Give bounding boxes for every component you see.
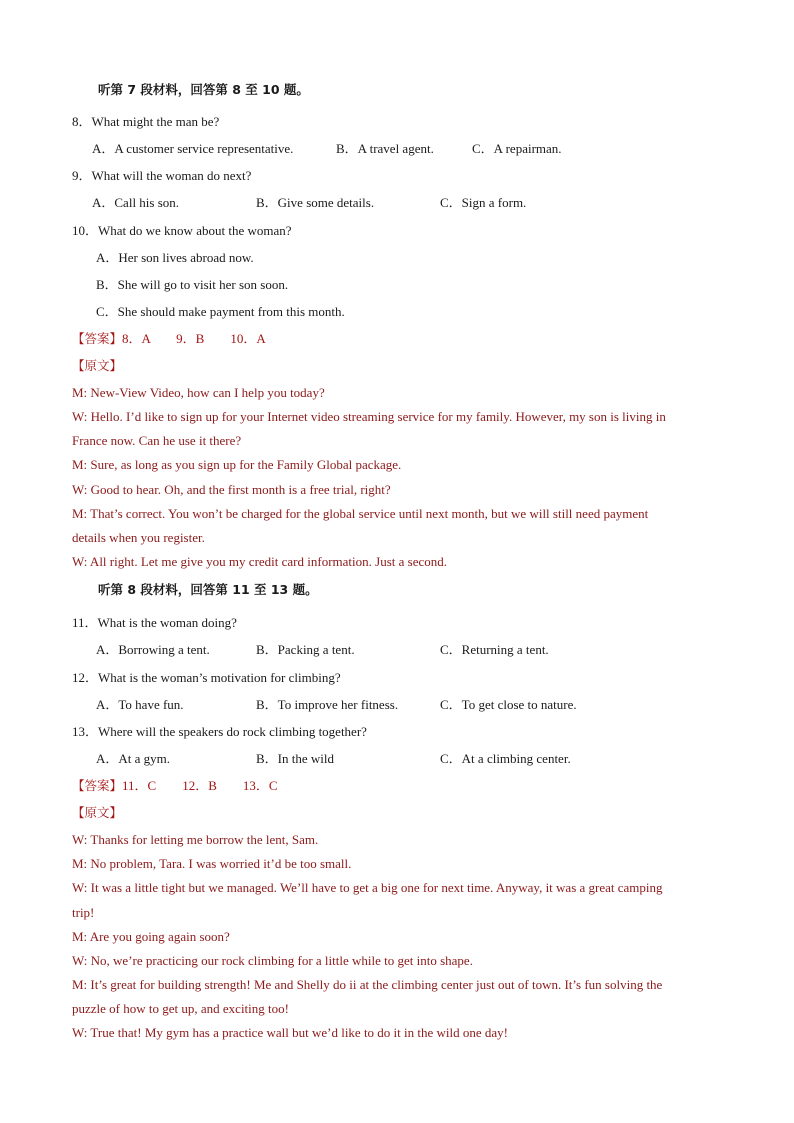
section8-transcript-tag: 【原文】 [72, 805, 123, 820]
answer-text: 8．A 9．B 10．A [122, 331, 266, 346]
q11-option-c: C．Returning a tent. [440, 642, 549, 657]
q9-option-c: C．Sign a form. [440, 195, 527, 210]
q12-option-a: A．To have fun. [96, 697, 184, 712]
transcript-line: M: Are you going again soon? [72, 929, 230, 944]
q11-option-a: A．Borrowing a tent. [96, 642, 210, 657]
transcript-line: W: All right. Let me give you my credit card information. Just a second. [72, 554, 447, 569]
transcript-line: W: It was a little tight but we managed. We’ll have to get a big one for next time. Anyway, it was a great camping [72, 880, 663, 895]
q13-option-c: C．At a climbing center. [440, 751, 571, 766]
q10-stem: 10．What do we know about the woman? [72, 223, 292, 238]
q12-stem: 12．What is the woman’s motivation for climbing? [72, 670, 341, 685]
transcript-line: M: No problem, Tara. I was worried it’d be too small. [72, 856, 352, 871]
section7-answer [72, 331, 266, 347]
q12-option-b: B．To improve her fitness. [256, 697, 399, 712]
q11-option-b: B．Packing a tent. [256, 642, 355, 657]
q10-option-b: B．She will go to visit her son soon. [96, 277, 289, 292]
q13-stem: 13．Where will the speakers do rock climbing together? [72, 724, 367, 739]
q8-option-b: B．A travel agent. [336, 141, 434, 156]
section8-heading: 听第 8 段材料，回答第 11 至 13 题。 [98, 582, 318, 597]
q8-option-a: A．A customer service representative. [92, 141, 294, 156]
q9-option-b: B．Give some details. [256, 195, 375, 210]
answer-text: 11．C 12．B 13．C [122, 778, 278, 793]
transcript-line: W: True that! My gym has a practice wall but we’d like to do it in the wild one day! [72, 1025, 509, 1040]
transcript-line: W: Good to hear. Oh, and the first month is a free trial, right? [72, 482, 391, 497]
section7-heading: 听第 7 段材料，回答第 8 至 10 题。 [98, 82, 309, 97]
section8-answer [72, 778, 278, 794]
transcript-line: puzzle of how to get up, and exciting too! [72, 1001, 289, 1016]
q9-option-a: A．Call his son. [92, 195, 180, 210]
transcript-line: trip! [72, 905, 95, 920]
q8-option-c: C．A repairman. [472, 141, 562, 156]
q10-option-a: A．Her son lives abroad now. [96, 250, 254, 265]
transcript-line: M: New-View Video, how can I help you today? [72, 385, 325, 400]
transcript-line: M: That’s correct. You won’t be charged for the global service until next month, but we will still need payment [72, 506, 649, 521]
transcript-line: W: Thanks for letting me borrow the lent, Sam. [72, 832, 319, 847]
section7-transcript-tag: 【原文】 [72, 358, 123, 373]
transcript-line: M: Sure, as long as you sign up for the Family Global package. [72, 457, 402, 472]
transcript-line: details when you register. [72, 530, 205, 545]
q10-option-c: C．She should make payment from this month. [96, 304, 345, 319]
transcript-line: W: No, we’re practicing our rock climbing for a little while to get into shape. [72, 953, 473, 968]
transcript-line: M: It’s great for building strength! Me and Shelly do ii at the climbing center just out of town. It’s fun solving the [72, 977, 663, 992]
transcript-line: France now. Can he use it there? [72, 433, 242, 448]
q8-stem: 8．What might the man be? [72, 114, 220, 129]
answer-tag: 【答案】 [72, 778, 123, 793]
q13-option-b: B．In the wild [256, 751, 334, 766]
q12-option-c: C．To get close to nature. [440, 697, 577, 712]
q13-option-a: A．At a gym. [96, 751, 171, 766]
transcript-line: W: Hello. I’d like to sign up for your Internet video streaming service for my family. However, my son is living in [72, 409, 666, 424]
q11-stem: 11．What is the woman doing? [72, 615, 237, 630]
answer-tag: 【答案】 [72, 331, 123, 346]
q9-stem: 9．What will the woman do next? [72, 168, 252, 183]
